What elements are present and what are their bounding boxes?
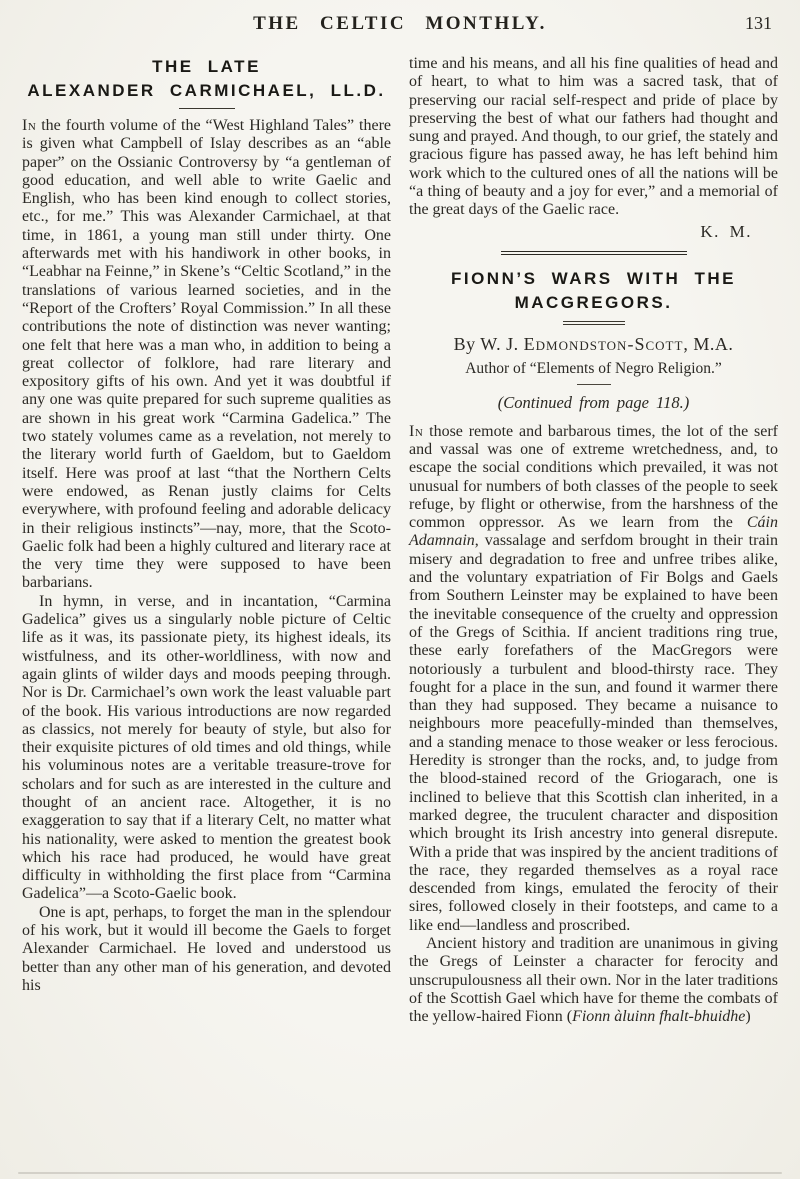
scan-artifact-line bbox=[18, 1172, 782, 1174]
title-rule bbox=[563, 321, 625, 325]
article-title-line2: ALEXANDER CARMICHAEL, LL.D. bbox=[27, 81, 386, 100]
paragraph-text: those remote and barbarous times, the lot of the serf and vassal was one of extreme wretchedness, and, to escape the social conditions which prevailed, it was not unusual for numbers of both classes of the people to seek refuge, by flight or otherwise, from the harshness of the common oppressor. As we learn from the bbox=[409, 422, 778, 532]
article-title-line1: FIONN’S WARS WITH THE bbox=[450, 268, 737, 288]
article-title-line1: THE LATE bbox=[152, 57, 261, 76]
byline bbox=[409, 334, 778, 355]
byline-rule bbox=[577, 384, 611, 385]
continued-from-note: (Continued from page 118.) bbox=[497, 392, 690, 412]
paragraph bbox=[22, 117, 391, 593]
article-title-fionn bbox=[409, 267, 778, 315]
journal-title: THE CELTIC MONTHLY. bbox=[253, 13, 547, 34]
drop-word: In bbox=[22, 117, 37, 134]
page-header bbox=[0, 0, 800, 53]
paragraph-continuation: time and his means, and all his fine qualities of head and of heart, to what to him was a sacred task, that of preserving our racial self-respect and pride of place by preserving the best of what our fathers had thought and sung and prayed. And though, to our grief, the stately and gracious figure has passed away, he has left behind him work which to the cultured ones of all the nations will be “a thing of beauty and a joy for ever,” and a memorial of the great days of the Gaelic race. bbox=[409, 55, 778, 219]
author-note: Author of “Elements of Negro Religion.” bbox=[465, 359, 722, 377]
byline-author-name: Edmondston-Scott bbox=[523, 333, 684, 354]
paragraph bbox=[409, 423, 778, 935]
title-rule bbox=[179, 108, 235, 109]
byline-prefix: By W. J. bbox=[453, 333, 524, 354]
paragraph-text: Ancient history and tradition are unanimous in giving the Gregs of Leinster a character for ferocity and unscrupulousness all their own. Nor in the later traditions of the Scottish Gael which have for theme the combats of the yellow-haired Fionn ( bbox=[409, 934, 778, 1026]
author-initials: K. M. bbox=[700, 221, 752, 241]
page-number: 131 bbox=[745, 13, 772, 33]
article-title-carmichael bbox=[22, 55, 391, 103]
article-separator-rule bbox=[501, 251, 687, 255]
article-title-line2: MACGREGORS. bbox=[514, 292, 673, 312]
paragraph-text: , vassalage and serfdom brought in their train misery and degradation to free and unfree tribes alike, and the voluntary expatriation of Fir Bolgs and Gaels from Southern Leinster may be explained to have been the inevitable consequence of the cruelty and oppression of the Gregs of Scithia. If ancient traditions ring true, these early forefathers of the MacGregors were notoriously a turbulent and blood-thirsty race. They fought for a place in the sun, and found it warmer there than they had supposed. They became a nuisance to neighbours more peacefully-minded than themselves, and a standing menace to those weaker or less ferocious. Heredity is stronger than the rocks, and, to judge from the blood-stained record of the Griogarach, one is inclined to believe that this Scottish clan inherited, in a marked degree, the truculent character and disposition which brought its Irish ancestry into general disrepute. With a pride that was inspired by the ancient traditions of the race, they regarded themselves as a royal race descended from kings, emulated the ferocity of their sires, followed closely in their footsteps, and came to a like end—landless and proscribed. bbox=[409, 532, 778, 934]
drop-word: In bbox=[409, 422, 424, 440]
paragraph bbox=[409, 935, 778, 1026]
paragraph-text: ) bbox=[745, 1008, 751, 1026]
paragraph: One is apt, perhaps, to forget the man in the splendour of his work, but it would ill become the Gaels to forget Alexander Carmichael. He loved and understood us better than any other man of his generation, and devoted his bbox=[22, 903, 391, 994]
two-column-layout bbox=[0, 55, 800, 1026]
paragraph: In hymn, in verse, and in incantation, “Carmina Gadelica” gives us a singularly noble picture of Celtic life as it was, its passionate piety, its highest ideals, its wistfulness, and its other-worldliness, with now and again glints of wilder days and moods peeping through. Nor is Dr. Carmichael’s own work the least valuable part of the book. His various introductions are now regarded as classics, not merely for beauty of style, but also for their exquisite pictures of old times and old things, while his voluminous notes are a veritable treasure-trove for scholars and for such as are interested in the culture and thought of an ancient race. Altogether, it is no exaggeration to say that if a literary Celt, no matter what his nationality, were asked to mention the greatest book which his race had produced, he would have great difficulty in withholding the first place from “Carmina Gadelica”—a Scoto-Gaelic book. bbox=[22, 592, 391, 903]
left-column bbox=[22, 55, 391, 1026]
gaelic-term: Cáin Adamnain bbox=[409, 514, 778, 550]
paragraph-text: the fourth volume of the “West Highland Tales” there is given what Campbell of Islay describes as an “able paper” on the Ossianic Controversy by “a gentleman of good education, and well able to write Gaelic and English, who has been kind enough to collect stories, etc., for me.” This was Alexander Carmichael, at that time, in 1861, a young man still under thirty. One afterwards met with his handiwork in other books, in “Leabhar na Feinne,” in Skene’s “Celtic Scotland,” in the translations of various learned societies, and in the “Report of the Crofters’ Royal Commission.” In all these contributions the note of distinction was never wanting; one felt that here was a man who, in addition to being a great collector of folklore, had rare literary and expository gifts of his own. And yet it was doubtful if any one was quite prepared for such supreme qualities as are shown in his great work “Carmina Gadelica.” The two stately volumes came as a revelation, not merely to the literary world furth of Gaeldom, but to Gaeldom itself. Here was proof at last “that the Northern Celts were endowed, as Renan justly claims for Celts everywhere, with profound feeling and adorable delicacy in their religious instincts”—nay, more, that the Scoto-Gaelic folk had been a highly cultured and literary race at the very time they were supposed to have been barbarians. bbox=[22, 117, 391, 592]
byline-suffix: , M.A. bbox=[683, 333, 734, 354]
gaelic-term: Fionn àluinn fhalt-bhuidhe bbox=[572, 1008, 746, 1026]
right-column bbox=[409, 55, 778, 1026]
